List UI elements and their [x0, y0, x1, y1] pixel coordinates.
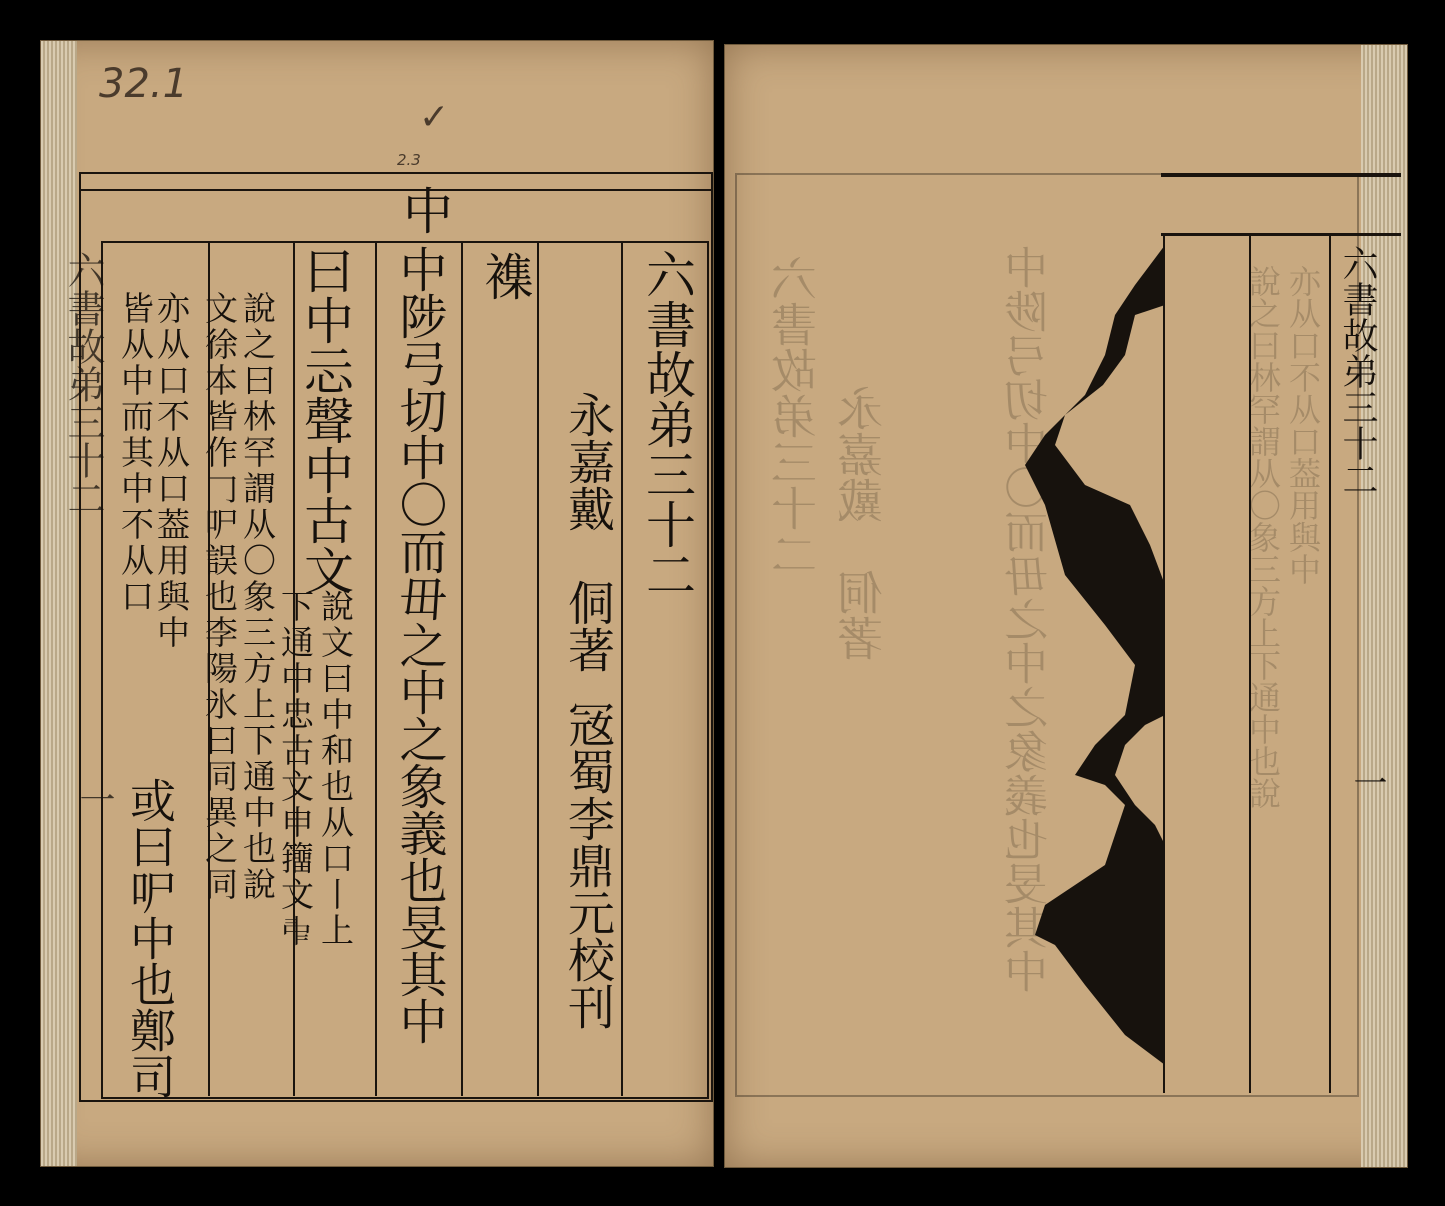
text-column-1: 中陟弓切中〇而毌之中之象義也旻其中 — [391, 245, 447, 1044]
show-through-text: 說之曰林罕謂从〇象三方上下通中也說 — [1244, 265, 1282, 809]
note-column-g: 或曰㕧中也鄭司 — [123, 777, 177, 1099]
book-title: 六書故弟三十二 — [638, 249, 696, 599]
check-mark: ✓ — [419, 97, 450, 138]
editor-line: 㓂蜀李鼎元校刊 — [560, 701, 615, 1030]
show-through-text: 永嘉戴 侗著 — [836, 385, 890, 661]
page-edge-stack — [41, 41, 77, 1166]
note-column-b: 下通中忠古文申籒文𠁩 — [276, 589, 315, 949]
section-heading: 襍 — [476, 251, 534, 301]
show-through-text: 亦从口不从口葢用與中 — [1284, 265, 1322, 585]
header-rule — [1161, 233, 1401, 236]
note-column-a: 說文曰中和也从口丨上 — [316, 589, 355, 949]
show-through-text: 中陟弓切中〇而毌之中之象義也旻其中 — [1005, 245, 1056, 993]
author-line: 永嘉戴 侗著 — [560, 391, 615, 673]
main-character: 中 — [395, 185, 453, 235]
note-column-e: 亦从口不从口葢用與中 — [152, 291, 191, 651]
pencil-note: 2.3 — [397, 151, 421, 169]
left-page — [40, 40, 714, 1167]
ink-blot — [1025, 245, 1175, 1105]
column-rule — [461, 241, 463, 1096]
text-column-2-a: 曰中忈聲 — [296, 245, 354, 445]
right-page — [724, 44, 1408, 1168]
show-through-text: 六書故弟三十二 — [770, 255, 824, 577]
spine-page-number: 一 — [1347, 765, 1387, 799]
text-column-2 — [297, 245, 371, 595]
note-column-f: 皆从中而其中不从口 — [116, 291, 155, 615]
column-rule — [537, 241, 539, 1096]
spine-page-number: 一 — [74, 781, 115, 817]
page-edge-stack — [1361, 45, 1407, 1167]
column-rule — [375, 241, 377, 1096]
spine-label: 六書故弟三十二 — [61, 251, 105, 517]
seal-character: 中 — [296, 445, 354, 495]
text-column-2-b: 古文 — [296, 495, 354, 595]
spine-label: 六書故弟三十二 — [1337, 245, 1378, 497]
note-column-d: 文徐本皆作𠃌㕧誤也李陽氷曰同異之同 — [200, 291, 239, 903]
shelf-mark: 32.1 — [99, 61, 189, 107]
note-column-c: 說之曰林罕謂从〇象三方上下通中也說 — [238, 291, 277, 903]
column-rule — [1329, 233, 1331, 1093]
column-rule — [621, 241, 623, 1096]
header-rule — [1161, 173, 1401, 177]
